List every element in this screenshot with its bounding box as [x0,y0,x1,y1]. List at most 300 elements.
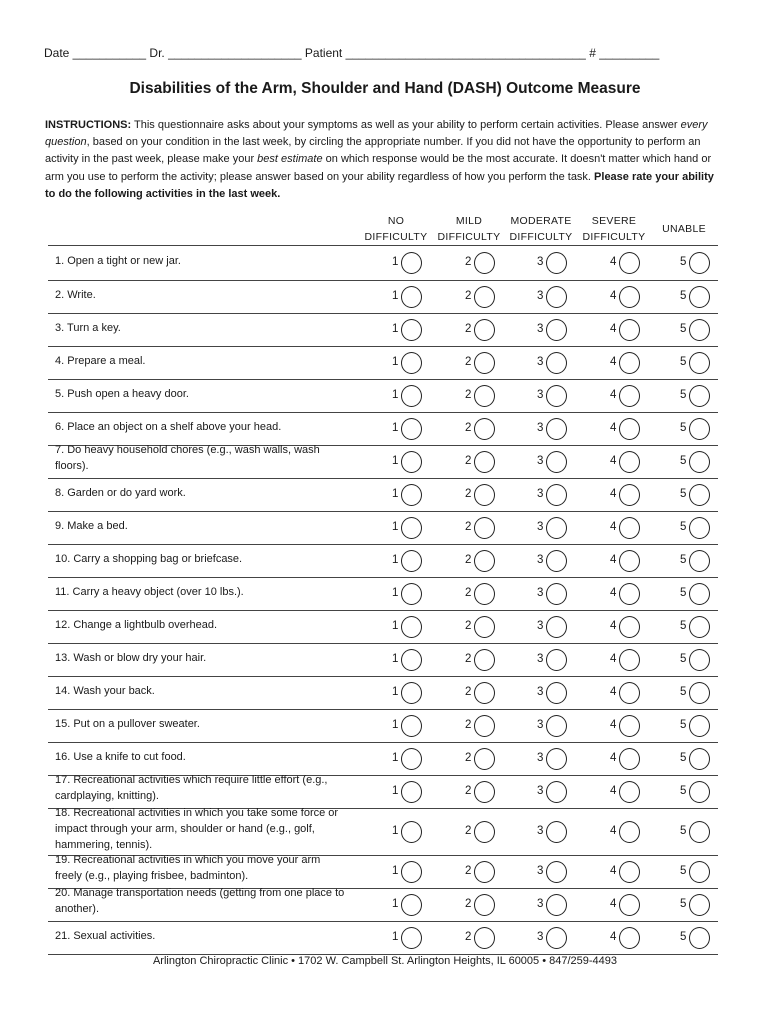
rating-option-2[interactable] [465,483,503,507]
rating-number: 4 [610,785,617,797]
column-header-line1: NO [387,215,405,227]
rating-option-2[interactable] [465,549,503,573]
rating-circle[interactable] [619,550,640,572]
rating-circle[interactable] [619,927,640,949]
rating-circle[interactable] [689,319,710,341]
rating-circle[interactable] [401,781,422,803]
rating-circle[interactable] [619,894,640,916]
rating-number: 1 [392,752,399,764]
rating-option-4[interactable] [610,285,648,309]
rating-option-2[interactable] [465,926,503,950]
rating-circle[interactable] [401,352,422,374]
rating-circle[interactable] [619,451,640,473]
rating-option-1[interactable] [392,820,430,844]
rating-number: 2 [465,620,472,632]
rating-circle[interactable] [401,252,422,274]
question-text: 6. Place an object on a shelf above your head. [55,421,282,433]
question-row [48,577,718,611]
rating-option-4[interactable] [610,251,648,275]
rating-option-3[interactable] [537,820,575,844]
rating-option-2[interactable] [465,450,503,474]
question-row [48,742,718,776]
rating-number: 4 [610,356,617,368]
rating-number: 3 [537,620,544,632]
rating-option-1[interactable] [392,450,430,474]
rating-circle[interactable] [401,517,422,539]
rating-number: 1 [392,931,399,943]
question-row [48,379,718,413]
rating-circle[interactable] [546,927,567,949]
rating-circle[interactable] [474,715,495,737]
rating-option-2[interactable] [465,648,503,672]
rating-option-4[interactable] [610,549,648,573]
rating-circle[interactable] [546,781,567,803]
rating-circle[interactable] [546,616,567,638]
rating-number: 5 [680,422,687,434]
instructions-block [45,117,725,203]
rating-circle[interactable] [474,517,495,539]
rating-circle[interactable] [401,451,422,473]
rating-option-1[interactable] [392,926,430,950]
rating-option-4[interactable] [610,820,648,844]
rating-option-2[interactable] [465,681,503,705]
rating-number: 4 [610,898,617,910]
rating-circle[interactable] [474,451,495,473]
rating-option-1[interactable] [392,860,430,884]
rating-option-2[interactable] [465,582,503,606]
rating-option-5[interactable] [680,648,718,672]
rating-option-1[interactable] [392,615,430,639]
rating-option-3[interactable] [537,714,575,738]
question-row [48,921,718,955]
rating-number: 5 [680,865,687,877]
rating-option-1[interactable] [392,351,430,375]
rating-number: 5 [680,620,687,632]
rating-option-1[interactable] [392,648,430,672]
rating-option-2[interactable] [465,384,503,408]
rating-circle[interactable] [401,418,422,440]
rating-circle[interactable] [619,583,640,605]
rating-circle[interactable] [619,252,640,274]
question-row [48,888,718,922]
rating-circle[interactable] [689,861,710,883]
column-header-1 [358,213,434,245]
rating-option-1[interactable] [392,516,430,540]
rating-circle[interactable] [474,583,495,605]
rating-circle[interactable] [689,894,710,916]
instructions-text-2: , based on your condition in the last week, by circling the appropriate number. If you did not have the opportunity to perform an activity in the past week, please make your [45,136,701,166]
rating-number: 1 [392,865,399,877]
question-text: 1. Open a tight or new jar. [55,255,181,267]
rating-circle[interactable] [689,451,710,473]
rating-option-2[interactable] [465,747,503,771]
rating-circle[interactable] [401,715,422,737]
rating-number: 2 [465,422,472,434]
rating-option-4[interactable] [610,615,648,639]
rating-number: 3 [537,488,544,500]
rating-circle[interactable] [689,821,710,843]
page-title: Disabilities of the Arm, Shoulder and Hand (DASH) Outcome Measure [129,80,641,97]
rating-option-2[interactable] [465,351,503,375]
rating-circle[interactable] [689,616,710,638]
rating-option-4[interactable] [610,747,648,771]
rating-circle[interactable] [474,286,495,308]
rating-number: 5 [680,455,687,467]
rating-option-5[interactable] [680,516,718,540]
rating-circle[interactable] [619,649,640,671]
rating-option-1[interactable] [392,681,430,705]
rating-option-1[interactable] [392,483,430,507]
rating-circle[interactable] [401,649,422,671]
rating-option-5[interactable] [680,417,718,441]
rating-option-3[interactable] [537,318,575,342]
rating-circle[interactable] [401,286,422,308]
rating-circle[interactable] [546,715,567,737]
rating-option-3[interactable] [537,285,575,309]
rating-option-1[interactable] [392,714,430,738]
rating-number: 4 [610,256,617,268]
rating-option-3[interactable] [537,549,575,573]
rating-option-5[interactable] [680,582,718,606]
rating-circle[interactable] [474,781,495,803]
rating-circle[interactable] [619,319,640,341]
instructions-emphasis-1: every question [45,119,708,149]
rating-circle[interactable] [619,682,640,704]
rating-option-1[interactable] [392,780,430,804]
rating-option-3[interactable] [537,582,575,606]
rating-circle[interactable] [474,616,495,638]
rating-number: 4 [610,752,617,764]
rating-option-2[interactable] [465,780,503,804]
question-text: 3. Turn a key. [55,322,121,334]
question-row [48,643,718,677]
rating-circle[interactable] [474,252,495,274]
rating-circle[interactable] [619,748,640,770]
rating-circle[interactable] [546,550,567,572]
rating-option-2[interactable] [465,285,503,309]
rating-circle[interactable] [546,484,567,506]
rating-number: 2 [465,521,472,533]
rating-option-3[interactable] [537,648,575,672]
rating-option-5[interactable] [680,318,718,342]
rating-circle[interactable] [401,583,422,605]
rating-number: 2 [465,686,472,698]
rating-option-2[interactable] [465,615,503,639]
rating-circle[interactable] [689,682,710,704]
rating-circle[interactable] [546,517,567,539]
rating-number: 5 [680,752,687,764]
rating-number: 3 [537,785,544,797]
rating-option-2[interactable] [465,417,503,441]
rating-option-4[interactable] [610,351,648,375]
rating-option-3[interactable] [537,747,575,771]
rating-option-1[interactable] [392,417,430,441]
rating-number: 5 [680,931,687,943]
rating-number: 4 [610,455,617,467]
rating-number: 2 [465,356,472,368]
rating-option-3[interactable] [537,384,575,408]
column-header-line1: MODERATE [510,215,572,227]
rating-option-4[interactable] [610,681,648,705]
rating-option-5[interactable] [680,384,718,408]
rating-circle[interactable] [689,517,710,539]
rating-circle[interactable] [619,418,640,440]
rating-option-4[interactable] [610,860,648,884]
rating-circle[interactable] [689,352,710,374]
rating-option-5[interactable] [680,893,718,917]
rating-option-1[interactable] [392,893,430,917]
rating-circle[interactable] [619,715,640,737]
rating-circle[interactable] [474,319,495,341]
rating-option-2[interactable] [465,860,503,884]
rating-circle[interactable] [689,418,710,440]
rating-circle[interactable] [474,649,495,671]
rating-option-2[interactable] [465,893,503,917]
rating-option-1[interactable] [392,582,430,606]
rating-circle[interactable] [401,894,422,916]
question-text: 5. Push open a heavy door. [55,388,189,400]
rating-circle[interactable] [546,682,567,704]
rating-number: 1 [392,356,399,368]
rating-circle[interactable] [546,352,567,374]
rating-circle[interactable] [546,861,567,883]
rating-option-2[interactable] [465,516,503,540]
rating-number: 1 [392,389,399,401]
rating-option-5[interactable] [680,285,718,309]
rating-circle[interactable] [474,352,495,374]
rating-circle[interactable] [474,682,495,704]
rating-option-4[interactable] [610,648,648,672]
question-text: 4. Prepare a meal. [55,355,146,367]
rating-option-4[interactable] [610,450,648,474]
question-text: 16. Use a knife to cut food. [55,751,186,763]
rating-number: 4 [610,686,617,698]
rating-option-5[interactable] [680,615,718,639]
question-row [48,808,718,856]
column-header-3 [503,213,579,245]
rating-circle[interactable] [619,517,640,539]
rating-number: 4 [610,488,617,500]
rating-option-4[interactable] [610,384,648,408]
rating-circle[interactable] [619,616,640,638]
question-text: 21. Sexual activities. [55,930,156,942]
rating-number: 1 [392,620,399,632]
rating-option-1[interactable] [392,285,430,309]
rating-circle[interactable] [474,418,495,440]
rating-circle[interactable] [546,649,567,671]
rating-circle[interactable] [401,748,422,770]
question-text: 8. Garden or do yard work. [55,487,186,499]
rating-option-3[interactable] [537,251,575,275]
rating-number: 3 [537,356,544,368]
rating-circle[interactable] [689,781,710,803]
rating-number: 5 [680,389,687,401]
rating-circle[interactable] [401,927,422,949]
rating-option-5[interactable] [680,780,718,804]
rating-option-5[interactable] [680,820,718,844]
rating-option-4[interactable] [610,893,648,917]
rating-number: 1 [392,898,399,910]
rating-option-2[interactable] [465,714,503,738]
rating-option-4[interactable] [610,714,648,738]
question-row [48,709,718,743]
rating-option-4[interactable] [610,516,648,540]
rating-option-3[interactable] [537,351,575,375]
rating-circle[interactable] [474,484,495,506]
rating-option-3[interactable] [537,615,575,639]
rating-option-5[interactable] [680,251,718,275]
rating-option-1[interactable] [392,549,430,573]
rating-option-5[interactable] [680,483,718,507]
rating-circle[interactable] [474,894,495,916]
rating-circle[interactable] [689,748,710,770]
rating-option-3[interactable] [537,516,575,540]
rating-option-2[interactable] [465,318,503,342]
rating-circle[interactable] [689,252,710,274]
rating-option-3[interactable] [537,417,575,441]
question-row [48,478,718,512]
rating-circle[interactable] [546,894,567,916]
rating-option-1[interactable] [392,318,430,342]
rating-option-1[interactable] [392,747,430,771]
column-header-line1: MILD [455,215,483,227]
rating-option-5[interactable] [680,714,718,738]
rating-circle[interactable] [474,927,495,949]
question-row [48,445,718,479]
rating-circle[interactable] [619,781,640,803]
rating-number: 5 [680,488,687,500]
rating-option-5[interactable] [680,860,718,884]
rating-circle[interactable] [401,319,422,341]
rating-number: 3 [537,931,544,943]
rating-number: 4 [610,825,617,837]
question-row [48,313,718,347]
rating-number: 2 [465,554,472,566]
column-header-4 [576,213,652,245]
rating-circle[interactable] [546,451,567,473]
rating-number: 1 [392,554,399,566]
instructions-text-3: on which response would be the most accurate. It doesn't matter which hand or arm you use to perform the activity; please answer based on your ability regardless of how you perform the task. [45,153,712,183]
rating-number: 2 [465,256,472,268]
instructions-rate-prompt: Please rate your ability to do the following activities in the last week. [45,170,714,200]
rating-option-3[interactable] [537,780,575,804]
rating-number: 2 [465,455,472,467]
rating-option-2[interactable] [465,820,503,844]
rating-option-3[interactable] [537,860,575,884]
rating-option-3[interactable] [537,893,575,917]
rating-circle[interactable] [401,682,422,704]
rating-number: 4 [610,554,617,566]
question-text: 17. Recreational activities which require little effort (e.g., cardplaying, knitting). [55,774,328,802]
rating-circle[interactable] [689,927,710,949]
rating-circle[interactable] [401,385,422,407]
rating-number: 3 [537,752,544,764]
rating-option-4[interactable] [610,417,648,441]
rating-circle[interactable] [546,319,567,341]
rating-option-5[interactable] [680,450,718,474]
rating-option-1[interactable] [392,384,430,408]
rating-circle[interactable] [546,748,567,770]
rating-number: 3 [537,256,544,268]
rating-number: 4 [610,587,617,599]
rating-option-4[interactable] [610,483,648,507]
rating-circle[interactable] [474,550,495,572]
rating-circle[interactable] [401,616,422,638]
rating-number: 2 [465,865,472,877]
rating-circle[interactable] [546,583,567,605]
rating-option-5[interactable] [680,681,718,705]
rating-option-3[interactable] [537,483,575,507]
rating-circle[interactable] [689,286,710,308]
rating-number: 4 [610,323,617,335]
rating-circle[interactable] [546,418,567,440]
rating-number: 3 [537,898,544,910]
rating-number: 5 [680,825,687,837]
rating-option-3[interactable] [537,450,575,474]
rating-option-4[interactable] [610,926,648,950]
rating-circle[interactable] [619,352,640,374]
rating-circle[interactable] [689,583,710,605]
rating-number: 2 [465,752,472,764]
rating-option-3[interactable] [537,926,575,950]
rating-option-2[interactable] [465,251,503,275]
rating-circle[interactable] [619,821,640,843]
rating-option-5[interactable] [680,351,718,375]
clinic-footer: Arlington Chiropractic Clinic • 1702 W. Campbell St. Arlington Heights, IL 60005 • 847/259-4493 [152,955,618,967]
rating-circle[interactable] [546,821,567,843]
rating-circle[interactable] [689,385,710,407]
rating-option-4[interactable] [610,582,648,606]
rating-circle[interactable] [474,748,495,770]
rating-option-1[interactable] [392,251,430,275]
question-text: 10. Carry a shopping bag or briefcase. [55,553,243,565]
rating-circle[interactable] [474,821,495,843]
rating-circle[interactable] [619,861,640,883]
rating-circle[interactable] [619,286,640,308]
rating-option-5[interactable] [680,549,718,573]
rating-option-4[interactable] [610,780,648,804]
rating-circle[interactable] [546,385,567,407]
rating-circle[interactable] [401,861,422,883]
column-header-2 [431,213,507,245]
rating-circle[interactable] [474,385,495,407]
rating-number: 2 [465,488,472,500]
rating-circle[interactable] [619,385,640,407]
rating-circle[interactable] [689,550,710,572]
rating-circle[interactable] [689,649,710,671]
rating-circle[interactable] [401,821,422,843]
rating-circle[interactable] [401,484,422,506]
rating-circle[interactable] [546,286,567,308]
rating-circle[interactable] [689,715,710,737]
rating-number: 4 [610,290,617,302]
rating-circle[interactable] [401,550,422,572]
rating-circle[interactable] [546,252,567,274]
rating-circle[interactable] [619,484,640,506]
rating-number: 3 [537,422,544,434]
instructions-text-1: This questionnaire asks about your symptoms as well as your ability to perform certain activities. Please answer [131,119,681,131]
rating-option-3[interactable] [537,681,575,705]
rating-number: 5 [680,686,687,698]
rating-number: 3 [537,686,544,698]
rating-circle[interactable] [689,484,710,506]
question-row [48,775,718,809]
rating-circle[interactable] [474,861,495,883]
rating-number: 4 [610,653,617,665]
rating-option-5[interactable] [680,747,718,771]
rating-option-5[interactable] [680,926,718,950]
rating-option-4[interactable] [610,318,648,342]
